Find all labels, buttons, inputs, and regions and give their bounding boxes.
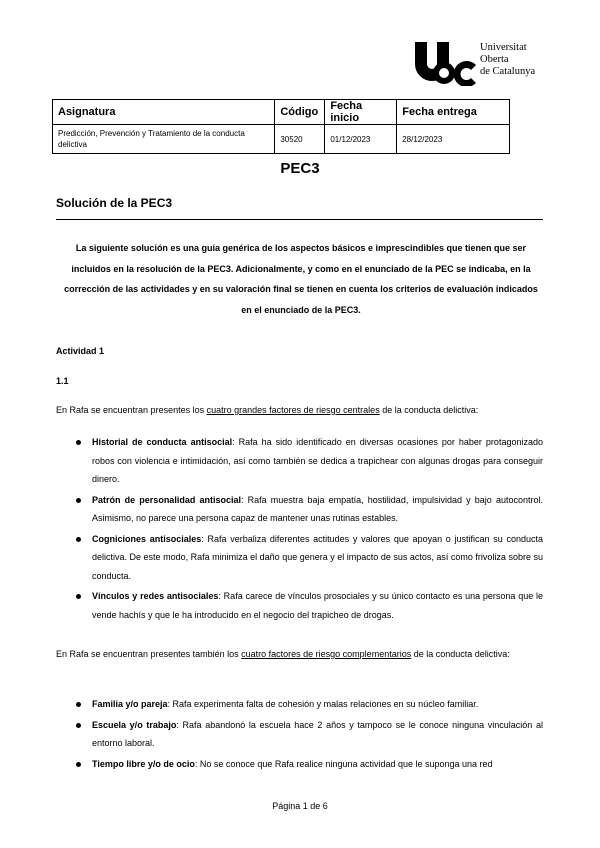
list-item-term: Historial de conducta antisocial bbox=[92, 437, 233, 447]
heading-divider bbox=[56, 219, 543, 220]
list-item bbox=[56, 587, 543, 624]
header-cell-subject: Asignatura bbox=[53, 100, 275, 125]
list-item-term: Vínculos y redes antisociales bbox=[92, 591, 219, 601]
header-cell-start-date: Fecha inicio bbox=[325, 100, 397, 125]
logo-line: de Catalunya bbox=[480, 66, 536, 77]
cell-code: 30520 bbox=[275, 125, 325, 154]
course-info-table bbox=[52, 99, 510, 154]
list-item-term: Familia y/o pareja bbox=[92, 699, 168, 709]
list-item-text: : Rafa ha sido identificado en diversas ocasiones por haber protagonizado robos con violencia e intimidación, así como también se dedica a trapichear con algunas drogas para conseguir dinero. bbox=[92, 437, 543, 484]
bullet-icon bbox=[76, 498, 81, 503]
paragraph-text: de la conducta delictiva: bbox=[379, 405, 479, 415]
document-title: PEC3 bbox=[280, 160, 320, 177]
bullet-icon bbox=[76, 723, 81, 728]
bullet-icon bbox=[76, 702, 81, 707]
header-cell-due-date: Fecha entrega bbox=[397, 100, 510, 125]
uoc-logo bbox=[414, 40, 544, 86]
central-factors-list bbox=[56, 433, 543, 626]
list-item bbox=[56, 530, 543, 586]
bullet-icon bbox=[76, 762, 81, 767]
list-item-term: Escuela y/o trabajo bbox=[92, 719, 177, 730]
logo-line: Oberta bbox=[480, 54, 509, 65]
list-item bbox=[56, 716, 543, 753]
list-item-text: : Rafa experimenta falta de cohesión y malas relaciones en su núcleo familiar. bbox=[167, 699, 479, 709]
underlined-term: cuatro factores de riesgo complementarios bbox=[241, 649, 412, 659]
paragraph-text: En Rafa se encuentran presentes también los bbox=[56, 649, 242, 659]
paragraph-central-factors bbox=[56, 401, 544, 421]
header-cell-code: Código bbox=[275, 100, 325, 125]
activity-heading: Actividad 1 bbox=[56, 346, 105, 356]
list-item-term: Patrón de personalidad antisocial bbox=[92, 494, 241, 505]
cell-start-date: 01/12/2023 bbox=[325, 125, 397, 154]
uoc-logo-mark bbox=[414, 40, 478, 86]
list-item-text: : Rafa carece de vínculos prosociales y su único contacto es una persona que le vende hachís y que le ha introducido en el negocio del trapicheo de drogas. bbox=[92, 591, 543, 620]
cell-subject: Predicción, Prevención y Tratamiento de la conducta delictiva bbox=[53, 125, 275, 154]
complementary-factors-list bbox=[56, 695, 543, 775]
bullet-icon bbox=[76, 440, 81, 445]
paragraph-text: de la conducta delictiva: bbox=[411, 649, 510, 659]
intro-paragraph: La siguiente solución es una guía genérica de los aspectos básicos e imprescindibles que tienen que ser incluidos en la resolución de la PEC3. Adicionalmente, y como en el enunciado de la PEC se indicaba, en la corrección de las actividades y en su valoración final se tienen en cuenta los criterios de evaluación indicados en el enunciado de la PEC3. bbox=[64, 243, 538, 315]
list-item bbox=[56, 695, 543, 714]
subsection-heading: 1.1 bbox=[56, 376, 69, 386]
list-item-text: : Rafa abandonó la escuela hace 2 años y tampoco se le conoce ninguna vinculación al entorno laboral. bbox=[92, 719, 543, 748]
list-item-text: : No se conoce que Rafa realice ninguna actividad que le suponga una red bbox=[194, 758, 493, 769]
bullet-icon bbox=[76, 537, 81, 542]
list-item-term: Tiempo libre y/o de ocio bbox=[92, 758, 195, 769]
underlined-term: cuatro grandes factores de riesgo centrales bbox=[206, 405, 380, 415]
table-row bbox=[53, 125, 510, 154]
logo-line: Universitat bbox=[480, 42, 527, 53]
paragraph-text: En Rafa se encuentran presentes los bbox=[56, 405, 207, 415]
paragraph-complementary-factors bbox=[56, 645, 544, 665]
bullet-icon bbox=[76, 594, 81, 599]
list-item-text: : Rafa muestra baja empatía, hostilidad, impulsividad y bajo autocontrol. Asimismo, no parece una persona capaz de mantener unas rutinas estables. bbox=[92, 494, 543, 523]
list-item bbox=[56, 433, 543, 489]
page-number: Página 1 de 6 bbox=[272, 801, 328, 811]
table-header-row bbox=[53, 100, 510, 125]
cell-due-date: 28/12/2023 bbox=[397, 125, 510, 154]
list-item bbox=[56, 755, 543, 774]
list-item-text: : Rafa verbaliza diferentes actitudes y valores que apoyan o justifican su conducta delictiva. De este modo, Rafa minimiza el daño que genera y el impacto de sus actos, así como frivoliza sobre su conducta. bbox=[92, 533, 543, 581]
list-item-term: Cogniciones antisociales bbox=[92, 533, 202, 544]
uoc-logo-name bbox=[480, 42, 535, 78]
section-heading: Solución de la PEC3 bbox=[56, 196, 173, 210]
list-item bbox=[56, 491, 543, 528]
